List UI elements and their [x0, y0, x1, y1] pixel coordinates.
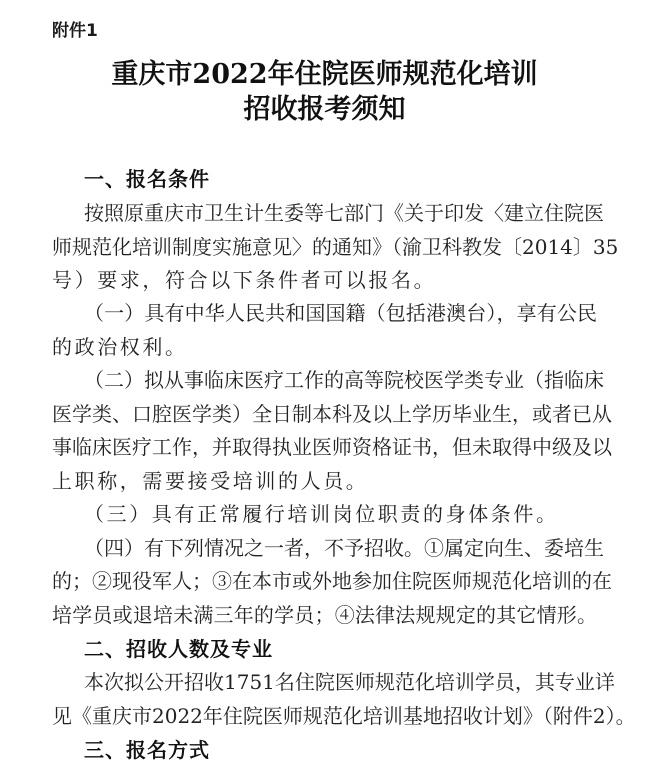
section-heading-1: 一、报名条件: [84, 167, 210, 191]
paragraph-line: （四）有下列情况之一者，不予招收。①属定向生、委培生: [84, 536, 604, 560]
paragraph-line: （二）拟从事临床医疗工作的高等院校医学类专业（指临床: [84, 368, 604, 392]
paragraph-line: 本次拟公开招收1751名住院医师规范化培训学员，其专业详: [84, 670, 615, 694]
paragraph-line: （一）具有中华人民共和国国籍（包括港澳台），享有公民: [84, 301, 597, 325]
section-heading-3: 三、报名方式: [84, 738, 210, 762]
paragraph-line: 师规范化培训制度实施意见〉的通知》（渝卫科教发〔2014〕35: [52, 235, 619, 259]
paragraph-line: 的政治权利。: [52, 335, 188, 359]
paragraph-line: 培学员或退培未满三年的学员；④法律法规规定的其它情形。: [52, 603, 597, 627]
paragraph-line: 事临床医疗工作，并取得执业医师资格证书，但未取得中级及以: [52, 435, 612, 459]
document-title-line-2: 招收报考须知: [243, 94, 406, 125]
paragraph-line: （三）具有正常履行培训岗位职责的身体条件。: [84, 502, 559, 526]
paragraph-line: 见《重庆市2022年住院医师规范化培训基地招收计划》（附件2）。: [52, 704, 636, 728]
paragraph-line: 医学类、口腔医学类）全日制本科及以上学历毕业生，或者已从: [52, 402, 612, 426]
attachment-label: 附件1: [52, 21, 98, 41]
paragraph-line: 按照原重庆市卫生计生委等七部门《关于印发〈建立住院医: [84, 201, 604, 225]
paragraph-line: 的；②现役军人；③在本市或外地参加住院医师规范化培训的在: [52, 569, 612, 593]
paragraph-line: 上职称，需要接受培训的人员。: [52, 469, 369, 493]
section-heading-2: 二、招收人数及专业: [84, 637, 273, 661]
paragraph-line: 号）要求，符合以下条件者可以报名。: [52, 268, 437, 292]
document-title-line-1: 重庆市2022年住院医师规范化培训: [111, 59, 538, 90]
